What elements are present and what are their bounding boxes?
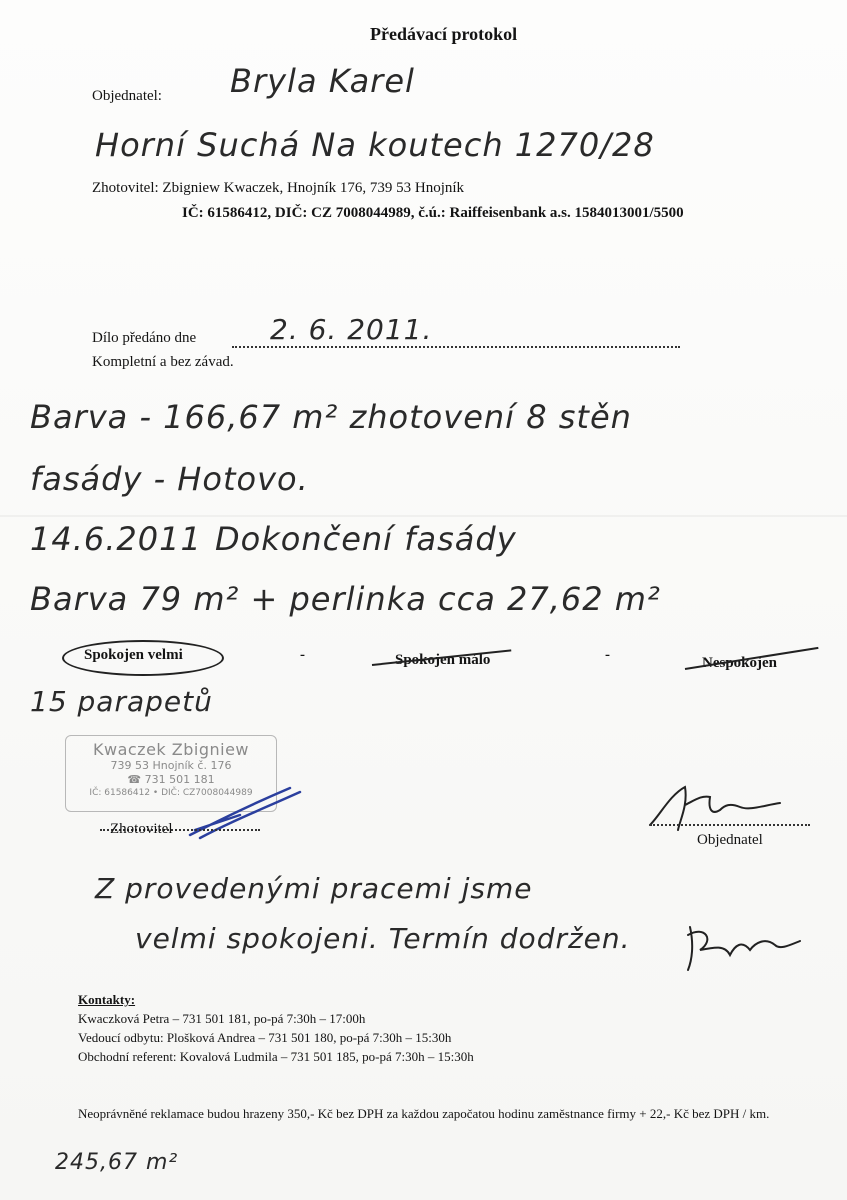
- paper-fold: [0, 515, 847, 517]
- client-signature-label: Objednatel: [697, 832, 763, 848]
- rating-separator-2: -: [605, 647, 610, 663]
- handover-status: Kompletní a bez závad.: [92, 354, 234, 370]
- contact-item: Vedoucí odbytu: Plošková Andrea – 731 501 180, po-pá 7:30h – 15:30h: [78, 1030, 452, 1045]
- client-comment-signature: [680, 915, 810, 975]
- contractor-line2: IČ: 61586412, DIČ: CZ 7008044989, č.ú.: Raiffeisenbank a.s. 1584013001/5500: [182, 205, 684, 221]
- client-name-handwritten: Bryla Karel: [230, 62, 415, 100]
- footer-note: Neoprávněné reklamace budou hrazeny 350,- Kč bez DPH za každou započatou hodinu zaměstnance firmy + 22,- Kč bez DPH / km.: [78, 1106, 770, 1121]
- client-signature-line: [650, 824, 810, 826]
- work-note-line3-text: Dokončení fasády: [215, 520, 517, 558]
- client-comment-line1: Z provedenými pracemi jsme: [95, 872, 533, 905]
- contractor-line1: Zbigniew Kwaczek, Hnojník 176, 739 53 Hnojník: [162, 180, 465, 196]
- handover-date-line: [232, 346, 680, 348]
- contractor-block: [92, 180, 464, 197]
- contact-item: Obchodní referent: Kovalová Ludmila – 731 501 185, po-pá 7:30h – 15:30h: [78, 1049, 474, 1064]
- contacts-heading: Kontakty:: [78, 992, 136, 1007]
- work-note-line1: Barva - 166,67 m² zhotovení 8 stěn: [30, 398, 632, 436]
- contacts-block: [78, 990, 474, 1066]
- contractor-signature-label: Zhotovitel: [110, 821, 173, 837]
- work-note-line4: Barva 79 m² + perlinka cca 27,62 m²: [30, 580, 661, 618]
- handover-date-label: Dílo předáno dne: [92, 330, 197, 346]
- client-signature: [640, 775, 790, 835]
- client-comment-line2: velmi spokojeni. Termín dodržen.: [135, 922, 631, 955]
- contractor-signature: [180, 780, 310, 845]
- total-handwritten: 245,67 m²: [55, 1150, 179, 1175]
- stamp-phone: ☎ 731 501 181: [127, 773, 215, 786]
- rating-very-satisfied[interactable]: Spokojen velmi: [84, 647, 183, 663]
- contact-item: Kwaczková Petra – 731 501 181, po-pá 7:30h – 17:00h: [78, 1011, 366, 1026]
- stamp-ids: IČ: 61586412 • DIČ: CZ7008044989: [89, 788, 253, 798]
- rating-separator-1: -: [300, 647, 305, 663]
- rating-little-satisfied[interactable]: Spokojen málo: [395, 652, 491, 668]
- stamp-address: 739 53 Hnojník č. 176: [110, 759, 232, 772]
- client-address-handwritten: Horní Suchá Na koutech 1270/28: [95, 126, 655, 164]
- client-label: Objednatel:: [92, 88, 162, 104]
- work-note-line3-date: 14.6.2011: [30, 520, 202, 558]
- extra-note-handwritten: 15 parapetů: [30, 685, 213, 718]
- rating-unsatisfied[interactable]: Nespokojen: [702, 655, 778, 671]
- handover-date-handwritten: 2. 6. 2011.: [270, 313, 433, 346]
- work-note-line2: fasády - Hotovo.: [30, 460, 309, 498]
- document-title: Předávací protokol: [370, 24, 518, 44]
- stamp-name: Kwaczek Zbigniew: [92, 740, 249, 759]
- contractor-label: Zhotovitel:: [92, 180, 159, 196]
